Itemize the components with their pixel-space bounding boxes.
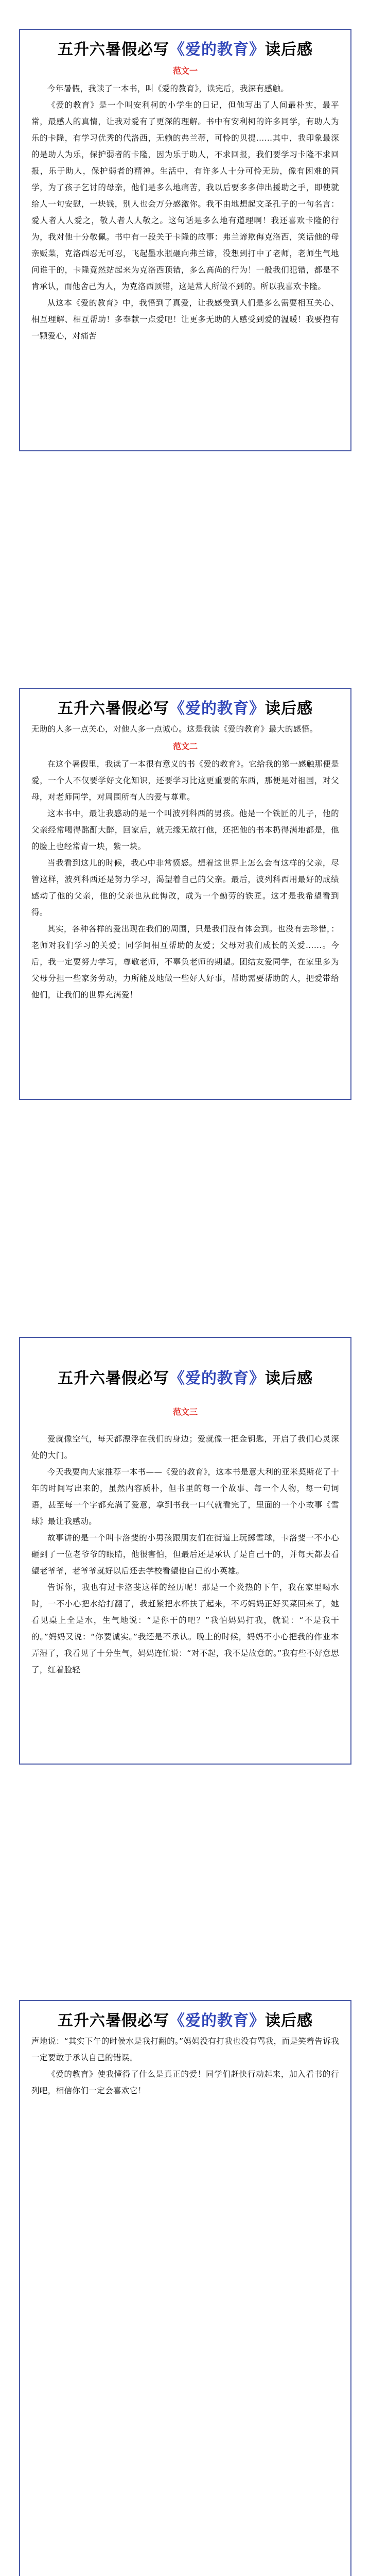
paragraph: 这本书中，最让我感动的是一个叫波列科西的男孩。他是一个铁匠的儿子，他的父亲经常喝得酩酊大醉，回家后，就无缘无故打他，还把他的书本扔得满地都是，他的脸上也经常青一块，紫一块。 — [31, 809, 339, 851]
paragraph: 当我看到这儿的时候，我心中非常愤怒。想着这世界上怎么会有这样的父亲，尽管这样，波列科西还是努力学习，渴望着自己的父亲。最后，波列科西用最好的成绩感动了他的父亲，他的父亲也从此悔改，成为一个勤劳的铁匠。这才是我希望看到得。 — [31, 858, 339, 917]
title-book: 《爱的教育》 — [169, 41, 265, 59]
paragraph: 从这本《爱的教育》中，我悟到了真爱，让我感受到人们是多么需要相互关心、相互理解、相互帮助！多奉献一点爱吧！让更多无助的人感受到爱的温暖！我要抱有一颗爱心，对痛苦 — [31, 298, 339, 341]
title-suffix: 读后感 — [265, 41, 313, 59]
section-label: 范文三 — [172, 1407, 198, 1417]
title-prefix: 五升六暑假必写 — [58, 700, 169, 718]
section-label: 范文二 — [172, 741, 198, 751]
title-suffix: 读后感 — [265, 700, 313, 718]
page-title — [31, 2009, 339, 2033]
page-3 — [19, 1337, 351, 1765]
title-book: 《爱的教育》 — [169, 1369, 265, 1387]
page-title — [31, 38, 339, 62]
paragraph: 《爱的教育》是一个叫安利柯的小学生的日记，但他写出了人间最朴实，最平常，最感人的真情，让我对爱有了更深的理解。书中有安利柯的许多同学，有助人为乐的卡隆，有学习优秀的代洛西，无赖的弗兰蒂，可怜的贝提……其中，我印象最深的是助人为乐，保护弱者的卡隆，因为乐于助人，不求回报，我们要学习卡隆不求回报，乐于助人，保护弱者的精神。生活中，有许多人十分可怜无助，像有困难的同学，为了孩子乞讨的母亲，他们是多么地痛苦，我以后要多多伸出援助之手，即使就给人一句安慰，一块钱，别人也会万分感激你。我不由地想起文圣孔子的一句名言：爱人者人人爱之，敬人者人人敬之。这句话是多么地有道理啊！我还喜欢卡隆的行为，我对他十分敬佩。书中有一段关于卡隆的故事：弗兰谛欺侮克洛西，笑话他的母亲贩菜，克洛西忍无可忍，飞起墨水瓶砸向弗兰谛，没想到打中了老师，老师生气地问谁干的，卡隆竟然站起来为克洛西顶错，多么高尚的行为！一般我们犯错，都是不肯承认，而他舍己为人，为克洛西顶错，这是常人所做不到的。所以我喜欢卡隆。 — [31, 100, 339, 291]
section-label: 范文一 — [172, 66, 198, 76]
paragraph: 今天我要向大家推荐一本书——《爱的教育》，这本书是意大利的亚米契斯花了十年的时间写出来的，虽然内容质朴，但书里的每一个故事、每一个人物，每一句词语，甚至每一个字都充满了爱意，拿到书我一口气就看完了，里面的一个小故事《雪球》最让我感动。 — [31, 1467, 339, 1526]
paragraph: 《爱的教育》使我懂得了什么是真正的爱！同学们赶快行动起来，加入看书的行列吧，相信你们一定会喜欢它！ — [31, 2070, 339, 2095]
title-prefix: 五升六暑假必写 — [58, 41, 169, 59]
paragraph: 故事讲的是一个叫卡洛斐的小男孩跟朋友们在街道上玩掷雪球，卡洛斐一不小心砸到了一位老爷爷的眼睛，他很害怕，但最后还是承认了是自己干的，并每天都去看望老爷爷，老爷爷就好以后还去学校看望他自己的小英雄。 — [31, 1533, 339, 1575]
paragraph: 今年暑假，我读了一本书，叫《爱的教育》，读完后，我深有感触。 — [47, 84, 289, 93]
title-book: 《爱的教育》 — [169, 2012, 265, 2030]
page-2 — [19, 688, 351, 1100]
title-book: 《爱的教育》 — [169, 700, 265, 718]
title-suffix: 读后感 — [265, 2012, 313, 2030]
title-prefix: 五升六暑假必写 — [58, 2012, 169, 2030]
continued-text: 声地说：“其实下午的时候水是我打翻的。”妈妈没有打我也没有骂我，而是笑着告诉我一定要敢于承认自己的错误。 — [31, 2037, 339, 2062]
paragraph: 告诉你，我也有过卡洛斐这样的经历呢！那是一个炎热的下午，我在家里喝水时，一不小心把水给打翻了，我赶紧把水杯扶了起来，不巧妈妈正好买菜回来了，她看见桌上全是水，生气地说：“是你干的吧？”我怕妈妈打我，就说：“不是我干的。”妈妈又说：“你要诚实。”我还是不承认。晚上的时候，妈妈不小心把我的作业本弄湿了，我看见了十分生气，妈妈连忙说：“对不起，我不是故意的。”我有些不好意思了，红着脸轻 — [31, 1583, 339, 1674]
title-prefix: 五升六暑假必写 — [58, 1369, 169, 1387]
page-4 — [19, 2000, 351, 2576]
paragraph: 其实，各种各样的爱出现在我们的周围，只是我们没有体会到。也没有去珍惜，：老师对我们学习的关爱；同学间相互帮助的友爱；父母对我们成长的关爱……。今后，我一定要努力学习，尊敬老师，不辜负老师的期望。团结友爱同学，在家里多为父母分担一些家务劳动，力所能及地做一些好人好事，帮助需要帮助的人，把爱带给他们，让我们的世界充满爱！ — [31, 924, 339, 999]
page-title — [31, 1367, 339, 1391]
page-title — [31, 697, 339, 721]
paragraph: 在这个暑假里，我读了一本很有意义的书《爱的教育》。它给我的第一感触那便是爱，一个人不仅要学好文化知识，还要学习比这更重要的东西，那便是对祖国，对父母，对老师同学，对周围所有人的爱与尊重。 — [31, 759, 339, 802]
continued-text: 无助的人多一点关心，对他人多一点诚心。这是我读《爱的教育》最大的感悟。 — [31, 724, 318, 734]
paragraph: 爱就像空气，每天都漂浮在我们的身边；爱就像一把金钥匙，开启了我们心灵深处的大门。 — [31, 1434, 339, 1460]
title-suffix: 读后感 — [265, 1369, 313, 1387]
page-1 — [19, 29, 351, 451]
